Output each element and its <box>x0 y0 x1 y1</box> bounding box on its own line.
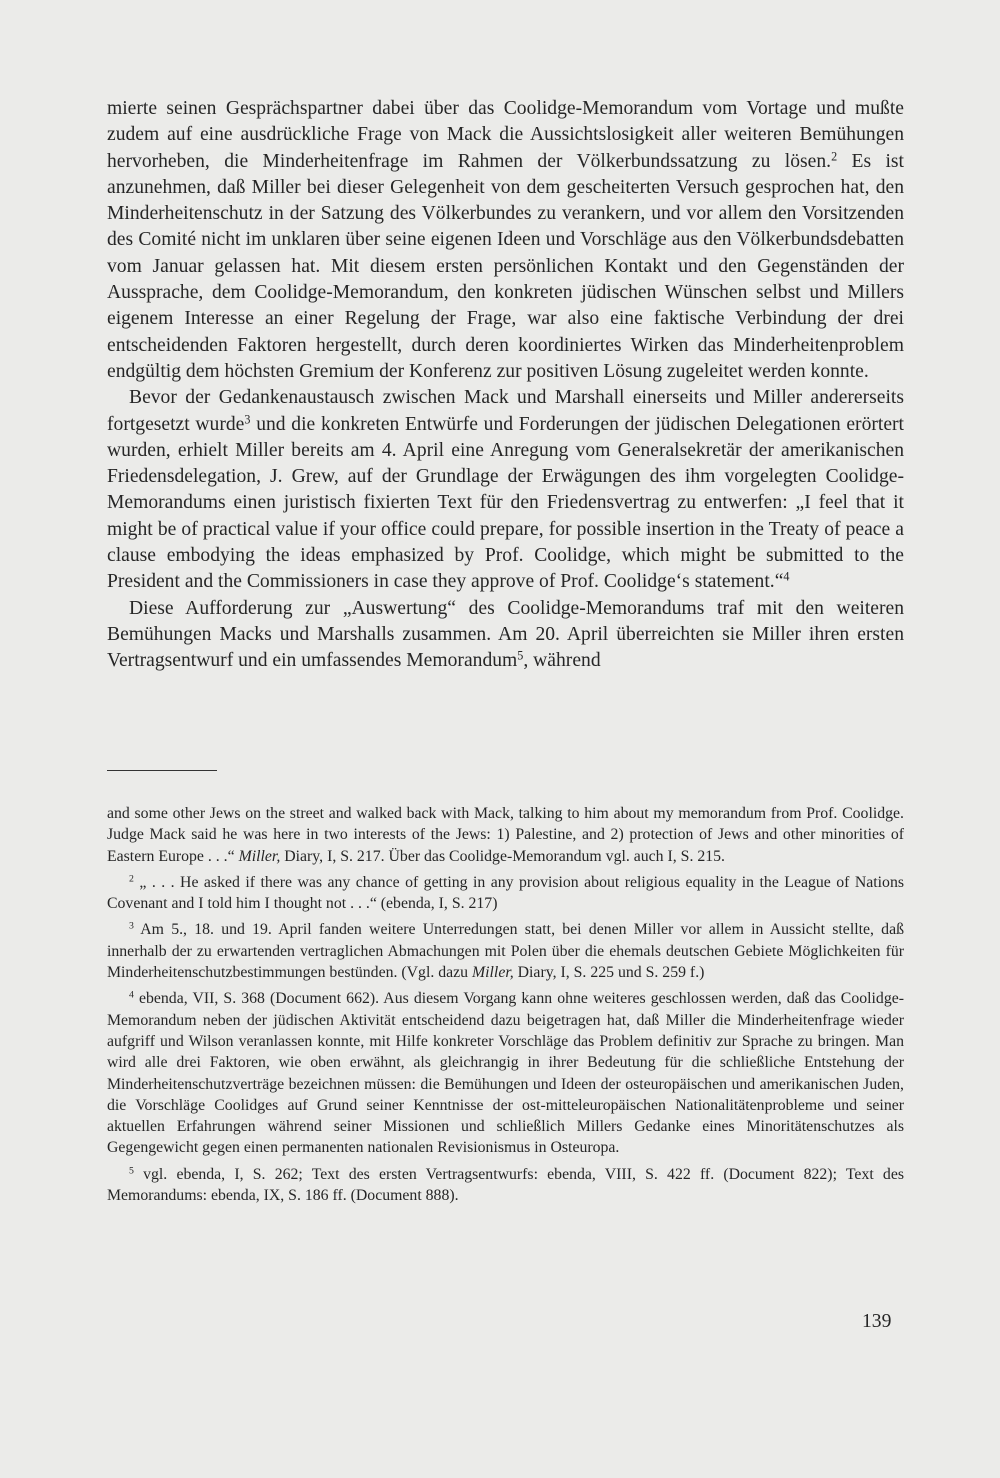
paragraph-2 <box>107 385 904 595</box>
footnote-5 <box>107 1164 904 1207</box>
paragraph-1-text-cont: Es ist anzunehmen, daß Miller bei dieser Gelegenheit von dem gescheiterten Versuch gesprochen hat, den Minderheitenschutz in der Satzung des Völkerbundes zu verankern, und vor allem den Vorsitzenden des Comité nicht im unklaren über seine eigenen Ideen und Vorschläge aus den Völkerbundsdebatten vom Januar gelassen hat. Mit diesem ersten persönlichen Kontakt und den Gegenständen der Aussprache, dem Coolidge-Memorandum, den konkreten jüdischen Wünschen selbst und Millers eigenem Interesse an einer Regelung der Frage, war also eine faktische Verbindung der drei entscheidenden Faktoren hergestellt, durch deren koordiniertes Wirken das Minderheitenproblem endgültig dem höchsten Gremium der Konferenz zur positiven Lösung zugeleitet werden konnte. <box>107 150 905 382</box>
footnote-4 <box>107 988 904 1158</box>
footnote-continued-text-end: Diary, I, S. 217. Über das Coolidge-Memorandum vgl. auch I, S. 215. <box>280 847 726 865</box>
paragraph-2-text-cont: und die konkreten Entwürfe und Forderungen der jüdischen Delegationen erörtert wurden, erhielt Miller bereits am 4. April eine Anregung vom Generalsekretär der amerikanischen Friedensdelegation, J. Grew, auf der Grundlage der Erwägungen des ihm vorgelegten Coolidge-Memorandums einen juristisch fixierten Text für den Friedensvertrag zu entwerfen: „I feel that it might be of practical value if your office could prepare, for possible insertion in the Treaty of peace a clause embodying the ideas emphasized by Prof. Coolidge, which might be submitted to the President and the Commissioners in case they approve of Prof. Coolidge‘s statement.“ <box>107 413 904 593</box>
footnote-5-text: vgl. ebenda, I, S. 262; Text des ersten Vertragsentwurfs: ebenda, VIII, S. 422 ff. (Document 822); Text des Memorandums: ebenda, IX, S. 186 ff. (Document 888). <box>107 1165 904 1205</box>
paragraph-3 <box>107 596 904 675</box>
footnote-3-author: Miller, <box>472 964 514 982</box>
footnote-3-text-end: Diary, I, S. 225 und S. 259 f.) <box>513 964 705 982</box>
footnote-3-number: 3 <box>129 921 134 933</box>
footnote-2-text: „ . . . He asked if there was any chance of getting in any provision about religious equality in the League of Nations Covenant and I told him I thought not . . .“ (ebenda, I, S. 217) <box>107 873 904 913</box>
footnote-ref-5[interactable]: 5 <box>517 648 524 663</box>
paragraph-3-text: Diese Aufforderung zur „Auswertung“ des Coolidge-Memorandums traf mit den weiteren Bemühungen Macks und Marshalls zusammen. Am 20. April überreichten sie Miller ihren ersten Vertragsentwurf und ein umfassendes Memorandum <box>107 597 904 672</box>
footnote-5-number: 5 <box>129 1165 134 1177</box>
footnote-continued-text: and some other Jews on the street and walked back with Mack, talking to him about my memorandum from Prof. Coolidge. Judge Mack said he was here in two interests of the Jews: 1) Palestine, and 2) protection of Jews and other minorities of Eastern Europe . . .“ <box>107 805 904 865</box>
footnote-ref-3[interactable]: 3 <box>244 411 251 426</box>
paragraph-2-text: Bevor der Gedankenaustausch zwischen Mack und Marshall einerseits und Miller andererseits fortgesetzt wurde <box>107 387 904 435</box>
footnote-3 <box>107 919 904 983</box>
footnote-separator <box>107 770 217 771</box>
footnote-author: Miller, <box>238 847 281 865</box>
main-text <box>107 96 904 675</box>
footnote-3-text: Am 5., 18. und 19. April fanden weitere Unterredungen statt, bei denen Miller vor allem in Aussicht stellte, daß innerhalb der zu erwartenden vertraglichen Abmachungen mit Polen über die ehemals deutschen Gebiete Möglichkeiten für Minderheitenschutzbestimmungen bestünden. (Vgl. dazu <box>107 921 904 982</box>
footnote-ref-2[interactable]: 2 <box>831 148 838 163</box>
footnote-4-number: 4 <box>129 990 134 1001</box>
paragraph-3-text-cont: , während <box>523 650 601 672</box>
footnote-2-number: 2 <box>129 873 134 885</box>
paragraph-1 <box>107 96 904 385</box>
paragraph-1-text: mierte seinen Gesprächspartner dabei über das Coolidge-Memorandum vom Vortage und mußte zudem auf eine ausdrückliche Frage von Mack die Aussichtslosigkeit aller weiteren Bemühungen hervorheben, die Minderheitenfrage im Rahmen der Völkerbundssatzung zu lösen. <box>107 98 904 172</box>
footnote-ref-4[interactable]: 4 <box>783 569 790 584</box>
footnotes <box>107 803 904 1211</box>
page-number: 139 <box>862 1311 892 1332</box>
footnote-2 <box>107 872 904 915</box>
footnote-continued <box>107 803 904 867</box>
footnote-4-text: ebenda, VII, S. 368 (Document 662). Aus diesem Vorgang kann ohne weiteres geschlossen werden, daß das Coolidge-Memorandum neben der jüdischen Aktivität entscheidend dazu beigetragen hat, daß Miller die Minderheitenfrage wieder aufgriff und Wilson veranlassen konnte, mit Hilfe konkreter Vorschläge das Problem definitiv zur Sprache zu bringen. Man wird alle drei Faktoren, wie oben erwähnt, als gleichrangig in ihrer Bedeutung für die schließliche Entstehung der Minderheitenschutzverträge bezeichnen müssen: die Bemühungen und Ideen der osteuropäischen und amerikanischen Juden, die Vorschläge Coolidges auf Grund seiner Kenntnisse der ost-mitteleuropäischen Nationalitätenprobleme und seiner aktuellen Erfahrungen während seiner Missionen und schließlich Millers Gedanke eines Minoritätenschutzes als Gegengewicht gegen einen permanenten nationalen Revisionismus in Osteuropa. <box>107 990 904 1157</box>
